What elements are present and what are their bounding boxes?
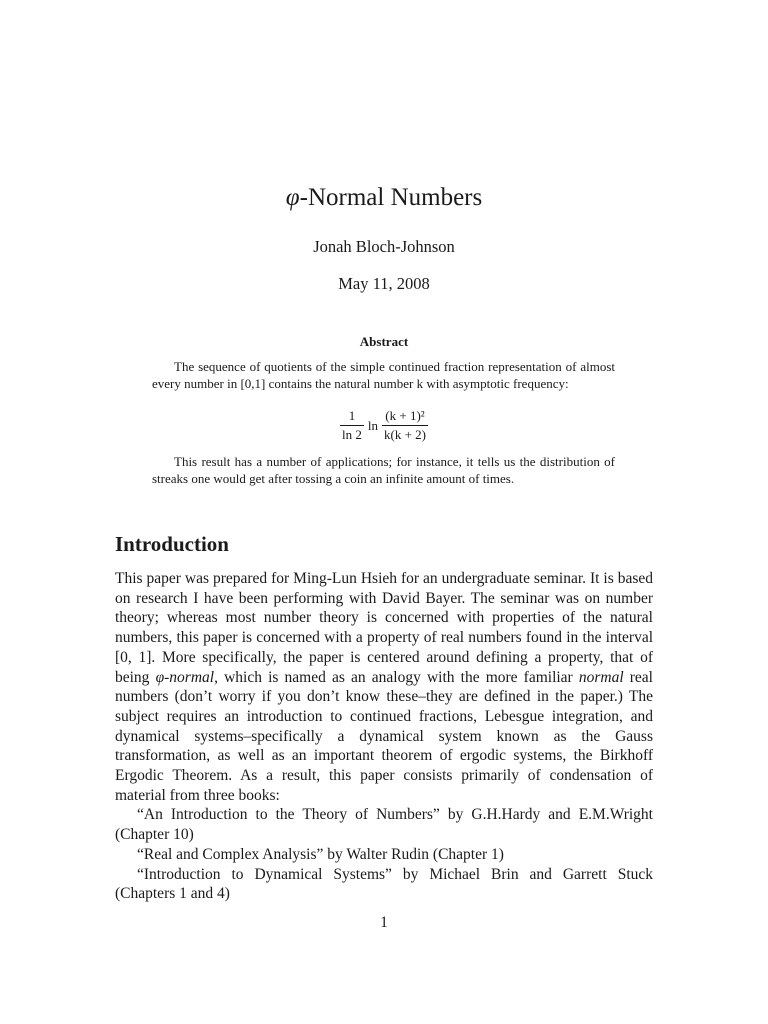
formula-ln-operator: ln [367,417,378,433]
abstract-paragraph-2: This result has a number of applications; for instance, it tells us the distribution of streaks one would get after tossing a coin an infinite amount of times. [152,454,615,486]
abstract-block-2 [152,453,615,487]
book-reference-3: “Introduction to Dynamical Systems” by Michael Brin and Garrett Stuck (Chapters 1 and 4) [115,865,653,903]
formula-right-numerator: (k + 1)² [385,408,425,423]
book-reference-2: “Real and Complex Analysis” by Walter Rudin (Chapter 1) [137,845,504,863]
page-number: 1 [380,914,388,931]
intro-text-part-3: real numbers (don’t worry if you don’t know these–they are defined in the paper.) The subject requires an introduction to continued fractions, Lebesgue integration, and dynamical systems–specifically a dynamical system known as the Gauss transformation, as well as an important theorem of ergodic systems, the Birkhoff Ergodic Theorem. As a result, this paper consists primarily of condensation of material from three books: [115,668,653,804]
title-phi-symbol: φ [285,184,300,211]
formula-right-denominator: k(k + 2) [384,427,426,442]
formula-left-fraction [340,408,364,443]
abstract-heading: Abstract [359,334,409,349]
abstract-block-1 [152,358,615,392]
introduction-body [115,569,653,904]
intro-emphasis-normal: normal [578,668,624,686]
intro-text-part-1: This paper was prepared for Ming-Lun Hsieh for an undergraduate seminar. It is based on research I have been performing with David Bayer. The seminar was on number theory; whereas most number theory is concerned with properties of the natural numbers, this paper is concerned with a property of real numbers found in the interval [0, 1]. More specifically, the paper is centered around defining a property, that of being [115,570,653,686]
title-text: -Normal Numbers [299,184,483,211]
author-name: Jonah Bloch-Johnson [313,237,455,256]
intro-text-part-2: , which is named as an analogy with the more familiar [214,668,579,686]
section-heading-introduction: Introduction [115,532,229,556]
intro-emphasis-phi-normal: φ-normal [155,668,215,686]
abstract-paragraph-1: The sequence of quotients of the simple continued fraction representation of almost every number in [0,1] contains the natural number k with asymptotic frequency: [152,359,615,391]
formula-right-fraction [382,408,428,443]
paper-date: May 11, 2008 [338,274,430,293]
introduction-paragraph [115,569,653,805]
asymptotic-frequency-formula [0,408,768,443]
paper-title [0,182,768,214]
formula-left-numerator: 1 [348,408,356,423]
book-reference-1: “An Introduction to the Theory of Numbers” by G.H.Hardy and E.M.Wright (Chapter 10) [115,806,653,844]
formula-left-denominator: ln 2 [342,427,362,442]
